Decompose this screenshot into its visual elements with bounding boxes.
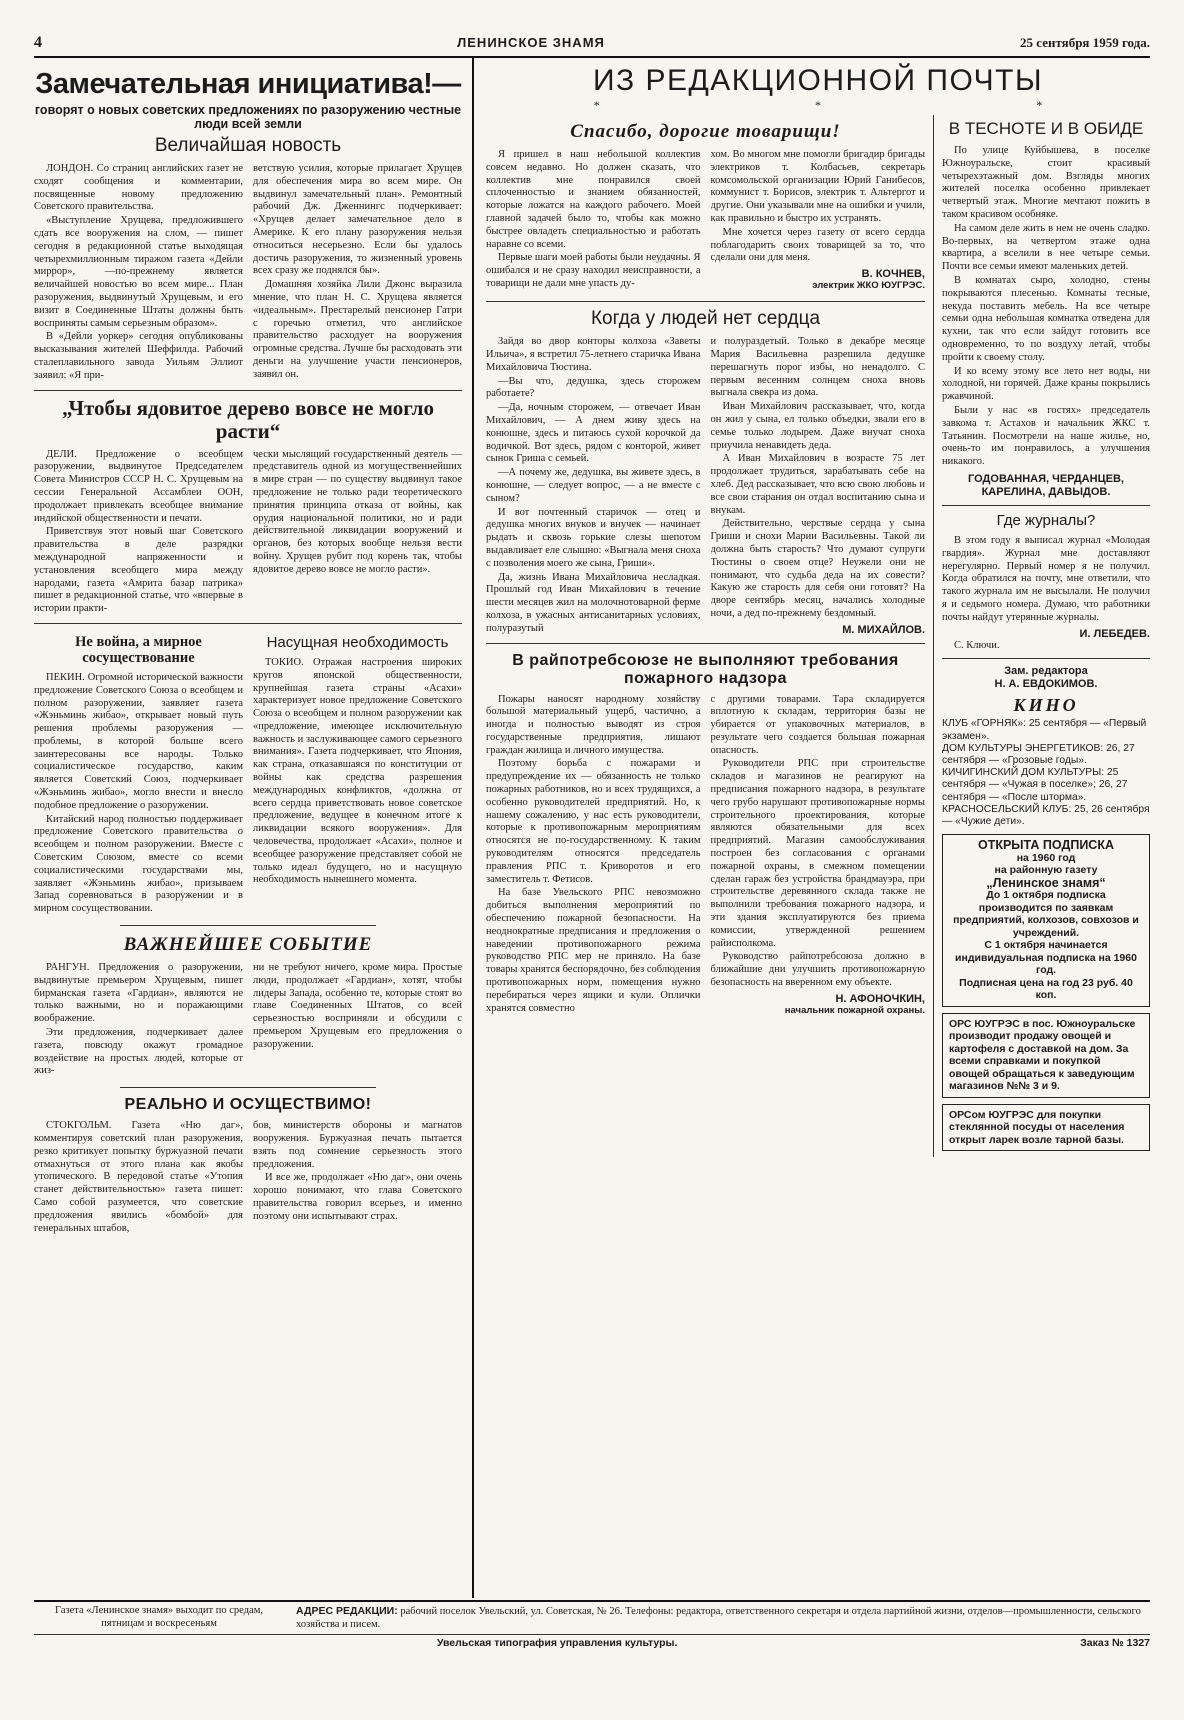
article-paragraph: ТОКИО. Отражая настроения широких кругов японской общественности, крупнейшая газета страны «Асахи» характеризует новое предложение Советского Союза о всеобщем и полном разоружении как «предложение, имеющее исключительную важность и заслуживающее самого серьезного внимания». Газета подчеркивает, что Япония, как страна, отказавшаяся по конституции от войны как средства разрешения международных конфликтов, «должна от всего сердца приветствовать новое советское предложение, ведущее в конечном итоге к ликвидации всякого вооружения». Для человечества, продолжает «Асахи», полное и всеобщее разоружение представляет собой не только идеал будущего, но и насущную необходимость нынешнего момента. xyxy=(253,656,462,886)
divider xyxy=(486,301,925,302)
article-paragraph: В «Дейли уоркер» сегодня опубликованы высказывания жителей Шеффилда. Рабочий сталеплавильного завода Уильям Эллиот заявил: «Я при- xyxy=(34,331,243,381)
divider xyxy=(942,658,1150,659)
article-title: РЕАЛЬНО И ОСУЩЕСТВИМО! xyxy=(124,1096,372,1114)
article-paragraph: Домашняя хозяйка Лили Джонс выразила мнение, что план Н. С. Хрущева является «идеальным». Престарелый пенсионер Гатри с горечью отметил, что английское правительство расходует на вооружения огромные средства. Лучше бы расходовать эти деньги на улучшение участи пенсионеров, заявил он. xyxy=(253,279,462,380)
letter-crowded xyxy=(942,119,1150,499)
publication-schedule: Газета «Ленинское знамя» выходит по средам, пятницам и воскресеньям xyxy=(55,1605,263,1629)
article-paragraph: хом. Во многом мне помогли бригадир бригады электриков т. Колбасьев, секретарь комсомольской организации Юрий Ганибесов, коммунист т. Борисов, электрик т. Альтергот и другие. Они указывали мне на ошибки и учили, как правильно и быстро их устранять. xyxy=(710,149,925,224)
subscription-line: Подписная цена на год 23 руб. 40 коп. xyxy=(959,976,1133,1002)
article-london xyxy=(34,135,462,384)
article-paragraph: и полураздетый. Только в декабре месяце Мария Васильевна разрешила дедушке перешагнуть порог избы, но ненадолго. С первым весенним солнцем сноха вновь выгнала свекра из дома. xyxy=(710,336,925,399)
divider xyxy=(120,1087,377,1088)
article-title: Не война, а мирное сосуществование xyxy=(75,633,202,666)
letter-journals xyxy=(942,512,1150,652)
letter-signature: Н. АФОНОЧКИН, xyxy=(835,992,925,1005)
article-paragraph: Пожары наносят народному хозяйству большой материальный ущерб, частично, а иногда и полностью выводят из строя государственные предприятия, лишают граждан жилища и личного имущества. xyxy=(486,693,701,756)
article-paragraph: ЛОНДОН. Со страниц английских газет не сходят сообщения и комментарии, посвященные новому предложению Советского правительства. xyxy=(34,163,243,213)
page-number: 4 xyxy=(34,34,42,51)
address-text: рабочий поселок Увельский, ул. Советская, № 26. Телефоны: редактора, ответственного секретаря и отдела партийной жизни, отделов—промышленности, сельского хозяйства и писем. xyxy=(296,1606,1141,1630)
subscription-line: „Ленинское знамя“ xyxy=(986,875,1106,890)
right-section xyxy=(474,58,1150,1598)
subscription-line: на районную газету xyxy=(994,864,1098,877)
article-paragraph: РАНГУН. Предложения о разоружении, выдвинутые премьером Хрущевым, пишет бирманская газета «Гардиан», являются не только важными, но и поражающими воображение. xyxy=(34,962,243,1025)
letter-signature: М. МИХАЙЛОВ. xyxy=(842,623,925,636)
right-columns xyxy=(486,115,1150,1157)
page-columns xyxy=(34,58,1150,1598)
article-paragraph: с другими товарами. Тара складируется вплотную к складам, территория базы не убирается от упаковочных материалов, в результате чего создается большая пожарная опасность. xyxy=(710,693,925,756)
letter-title: В ТЕСНОТЕ И В ОБИДЕ xyxy=(948,119,1144,138)
divider xyxy=(34,390,462,391)
divider xyxy=(120,925,377,926)
letter-title: Спасибо, дорогие товарищи! xyxy=(570,121,841,142)
ors-glassware-ad xyxy=(942,1104,1150,1152)
star-ornament: * xyxy=(814,98,821,112)
article-paragraph: —Да, ночным сторожем, — отвечает Иван Михайлович, — А днем живу здесь на конюшне, здесь и питаюсь сухой корочкой да водичкой. Вот здесь, рядом с конторой, живет сынок Гриша с семьей. xyxy=(486,402,701,465)
article-paragraph: Поэтому борьба с пожарами и предупреждение их — обязанность не только пожарных работников, но и всех трудящихся, а особенно руководителей предприятий. Но, к нашему сожалению, у нас есть руководители, которые к противопожарным мероприятиям относятся не по-государственному. К таким руководителям относятся председатель правления РПС т. Криворотов и его заместитель т. Фетисов. xyxy=(486,758,701,885)
main-headline: Замечательная инициатива!— xyxy=(35,68,461,100)
cinema-listings xyxy=(942,695,1150,828)
divider xyxy=(486,643,925,644)
article-paragraph: А Иван Михайлович в возрасте 75 лет продолжает трудиться, зарабатывать себе на хлеб. Дед рассказывает, что всю свою любовь и все свои старания он отдал воспитанию сына и внукам. xyxy=(710,453,925,516)
letter-signature-title: начальник пожарной охраны. xyxy=(784,1004,925,1016)
article-paragraph: чески мыслящий государственный деятель — представитель одной из могущественнейших в мире стран — по существу выдвинул такое предложение не только ради теоретического принятия принципа отказа от войны, как орудия национальной политики, но и ради действительной ликвидации вооружений и органов, без которых вообще нельзя вести войну. Хрущев рубит под корень так, чтобы ядовитое дерево вовсе не могло расти». xyxy=(253,448,462,575)
section-banner: ИЗ РЕДАКЦИОННОЙ ПОЧТЫ xyxy=(592,64,1044,97)
letter-signature: ГОДОВАННАЯ, ЧЕРДАНЦЕВ, КАРЕЛИНА, ДАВЫДОВ. xyxy=(968,472,1124,498)
cinema-line: КЛУБ «ГОРНЯК»: 25 сентября — «Первый экзамен». xyxy=(942,718,1147,742)
article-paragraph: СТОКГОЛЬМ. Газета «Ню даг», комментируя советский план разоружения, резко критикует попытку буржуазной печати отмахнуться от этого плана как якобы утопического. В передовой статье «Утопия станет действительностью» газета пишет: Само собой разумеется, что советские предложения явились «бомбой» для генеральных штабов, xyxy=(34,1120,243,1234)
cinema-title: КИНО xyxy=(1013,695,1079,716)
cinema-line: ДОМ КУЛЬТУРЫ ЭНЕРГЕТИКОВ: 26, 27 сентября — «Грозовые годы». xyxy=(942,742,1135,766)
article-paragraph: И вот почтенный старичок — отец и дедушка многих внуков и внучек — начинает рыдать и сквозь горькие слезы шепотом выдавливает еле слышно: «Выгнала меня сноха с позволения моего же сына, Гриши». xyxy=(486,506,701,569)
article-paragraph: В комнатах сыро, холодно, стены покрываются плесенью. Комнаты тесные, некуда поставить мебель. На все четыре семьи одна небольшая комнатка отведена для кухни, так что если зайдут готовить все одновременно, то по воздуху летай, чтобы пройти к своему столу. xyxy=(942,274,1150,363)
peking-tokyo-row xyxy=(34,630,462,917)
address-label: АДРЕС РЕДАКЦИИ: xyxy=(296,1605,398,1617)
letter-place: С. Ключи. xyxy=(954,639,1000,651)
article-title: „Чтобы ядовитое дерево вовсе не могло расти“ xyxy=(62,395,434,443)
article-paragraph: Эти предложения, подчеркивает далее газета, повсюду окажут громадное воздействие на простых людей, которые от жиз- xyxy=(34,1027,243,1077)
article-paragraph: Первые шаги моей работы были неудачны. Я ошибался и не сразу находил неисправности, а товарищи не дали мне упасть ду- xyxy=(486,252,701,289)
divider xyxy=(942,505,1150,506)
article-paragraph: Я пришел в наш небольшой коллектив совсем недавно. Но должен сказать, что коллектив мне понравился своей сплоченностью и знанием обязанностей, которые ложатся на каждого рабочего. Моей главной задачей было то, чтобы как можно быстрее овладеть специальностью и работать наравне со всеми. xyxy=(486,149,701,250)
article-paragraph: Зайдя во двор конторы колхоза «Заветы Ильича», я встретил 75-летнего старичка Ивана Михайловича Тюстина. xyxy=(486,336,701,373)
cinema-line: КИЧИГИНСКИЙ ДОМ КУЛЬТУРЫ: 25 сентября — «Чужая в поселке»; 26, 27 сентября — «После шторма». xyxy=(942,767,1128,803)
article-title: ВАЖНЕЙШЕЕ СОБЫТИЕ xyxy=(123,934,373,956)
article-delhi xyxy=(34,397,462,617)
letter-title: Где журналы? xyxy=(996,511,1096,529)
letter-title: В райпотребсоюзе не выполняют требования пожарного надзора xyxy=(512,651,899,687)
article-paragraph: бов, министерств обороны и магнатов вооружения. Буржуазная печать пытается взять под сомнение серьезность этого предложения. xyxy=(253,1120,462,1170)
side-column xyxy=(934,115,1150,1157)
ad-text: ОРСом ЮУГРЭС для покупки стеклянной посуды от населения открыт ларек возле тарной базы. xyxy=(949,1108,1125,1146)
article-peking xyxy=(34,630,243,917)
star-row xyxy=(486,98,1150,113)
star-ornament: * xyxy=(1036,98,1043,112)
article-paragraph: Руководители РПС при строительстве складов и магазинов не реагируют на предписания пожарного надзора, в результате чего грубо нарушают противопожарные нормы строительного проектирования, которые являются обязательными для всех предприятий. Магазин самообслуживания построен без согласования с органами пожарной охраны, в смежном помещении сделан гараж без устройства брандмауэра, при строительстве деревянного склада также не выполнили требования пожарного надзора, и эти здания эксплуатируются без приема комиссии, утвержденной решением райисполкома. xyxy=(710,758,925,949)
editor-name: Н. А. ЕВДОКИМОВ. xyxy=(994,678,1098,691)
article-paragraph: И ко всему этому все лето нет воды, ни холодной, ни горячей. Даже краны покрылись ржавчиной. xyxy=(942,365,1150,403)
editorial-address xyxy=(296,1605,1150,1631)
article-paragraph: Иван Михайлович рассказывает, что, когда он жил у сына, ел только объедки, звали его в семье только лодырем. Даже внучат сноха приучила ненавидеть деда. xyxy=(710,401,925,451)
letters-column xyxy=(486,115,934,1157)
article-paragraph: ПЕКИН. Огромной исторической важности предложение Советского Союза о всеобщем и полном разоружении, заявляет газета «Жэньминь жибао», открывает новый путь решения проблемы разоружения — проблемы, в которой больше всего заинтересованы все народы. Только социалистическое государство, каким является Советский Союз, подчеркивает «Жэньминь жибао», могло внести и внесло подобное предложение о разоружении. xyxy=(34,671,243,811)
subscription-line: С 1 октября начинается индивидуальная подписка на 1960 год. xyxy=(955,939,1137,977)
ad-text: ОРС ЮУГРЭС в пос. Южноуральске производит продажу овощей и картофеля с доставкой на дом. За всеми справками и покупкой овощей обращаться к заведующим магазинов №№ 3 и 9. xyxy=(949,1017,1136,1093)
article-title: Насущная необходимость xyxy=(266,633,449,651)
subscription-line: До 1 октября подписка производится по заявкам предприятий, колхозов, совхозов и учреждений. xyxy=(953,889,1139,939)
article-paragraph: Да, жизнь Ивана Михайловича несладкая. Прошлый год Иван Михайлович в течение шести месяцев жил на молочнотоварной ферме колхоза, в ужасных антисанитарных условиях, полуразутый xyxy=(486,571,701,634)
article-rangoon xyxy=(34,934,462,1079)
editor-credit xyxy=(942,665,1150,691)
masthead: ЛЕНИНСКОЕ ЗНАМЯ xyxy=(457,35,605,50)
letter-signature: И. ЛЕБЕДЕВ. xyxy=(1079,627,1150,640)
letter-thanks xyxy=(486,121,925,295)
article-paragraph: Китайский народ полностью поддерживает предложение Советского правительства о всеобщем и полном разоружении. Вместе с Советским Союзом, вместе со всеми социалистическими государствами мы, заявляет «Жэньминь жибао», призываем Запад соревноваться в разоружении и в мирном сосуществовании. xyxy=(34,813,243,915)
article-paragraph: —Вы что, дедушка, здесь сторожем работаете? xyxy=(486,375,701,400)
article-tokyo xyxy=(253,630,462,917)
article-paragraph: Приветствуя этот новый шаг Советского правительства в деле разрядки международной напряженности и установления всеобщего мира между народами, газета «Амрита базар патрика» пишет в редакционной статье, что «впервые в истории практи- xyxy=(34,526,243,615)
subscription-ad xyxy=(942,834,1150,1007)
article-paragraph: Были у нас «в гостях» председатель завкома т. Астахов и начальник ЖКС т. Татьянин. Посмотрели на наше жилье, но, очень-то им понравилось, а улучшения никакого. xyxy=(942,404,1150,468)
editor-label: Зам. редактора xyxy=(1004,665,1088,678)
article-paragraph: ни не требуют ничего, кроме мира. Простые люди, продолжает «Гардиан», хотят, чтобы лидеры Запада, особенно те, которые стоят во главе Соединенных Штатов, со всей серьезностью восприняли и обсудили с премьером Хрущевым его предложения о разоружении. xyxy=(253,962,462,1050)
letter-heartless xyxy=(486,308,925,636)
article-paragraph: На самом деле жить в нем не очень сладко. Во-первых, на четвертом этаже одна квартира, а вселили в нее четыре семьи. Почти все семьи имеют маленьких детей. xyxy=(942,222,1150,273)
letter-title: Когда у людей нет сердца xyxy=(590,308,821,330)
article-paragraph: Действительно, черствые сердца у сына Гриши и снохи Марии Васильевны. Такой ли должна быть старость? Что думают супруги Тюстины о своем отце? Неужели они не понимают, что судьба деда на их совести? Какую же старость для себя они готовят? На дворе сентябрь месяц, начались холодные ночи, а дед по-прежнему бездомный. xyxy=(710,518,925,619)
issue-date: 25 сентября 1959 года. xyxy=(1020,35,1150,50)
article-paragraph: На базе Увельского РПС невозможно добиться выполнения мероприятий по обеспечению пожарной безопасности. На неоднократные предписания и предложения о наведении противопожарного режима руководство РПС мер не приняло. На базе товары хранятся беспорядочно, без соблюдения противопожарных норм, помещения нужно перебираться через ящики и кули. Оплички хранятся совместно xyxy=(486,887,701,1014)
article-paragraph: По улице Куйбышева, в поселке Южноуральске, стоит красивый четырехэтажный дом. Взгляды многих жителей поселка особенно привлекает четвертый этаж. Многие мечтают пожить в таком красивом особняке. xyxy=(942,145,1150,220)
article-paragraph: Руководство райпотребсоюза должно в ближайшие дни улучшить противопожарную безопасность на вверенном ему объекте. xyxy=(710,951,925,989)
article-paragraph: ДЕЛИ. Предложение о всеобщем разоружении, выдвинутое Председателем Совета Министров СССР Н. С. Хрущевым на сессии Генеральной Ассамблеи ООН, продолжает привлекать всеобщее внимание индийской общественности и печати. xyxy=(34,448,243,524)
letter-signature-title: электрик ЖКО ЮУГРЭС. xyxy=(812,280,925,292)
article-paragraph: Мне хочется через газету от всего сердца поблагодарить своих товарищей за то, что сделали они для меня. xyxy=(710,226,925,264)
left-section xyxy=(34,58,474,1598)
page-header xyxy=(34,34,1150,58)
subscription-line: ОТКРЫТА ПОДПИСКА xyxy=(977,838,1114,853)
ors-vegetables-ad xyxy=(942,1013,1150,1098)
article-stockholm xyxy=(34,1096,462,1236)
star-ornament: * xyxy=(593,98,600,112)
order-number: Заказ № 1327 xyxy=(1080,1637,1150,1649)
article-paragraph: «Выступление Хрущева, предложившего сдать все вооружения на слом, — пишет сегодня в редакционной статье выходящая четырехмиллионным тиражом газета «Дейли миррор», —по-прежнему является величайшей новостью во всем мире... План разоружения, выдвинутый Хрущевым, и его визит в Соединенные Штаты должны быть восприняты самым серьезным образом». xyxy=(34,215,243,329)
article-paragraph: В этом году я выписал журнал «Молодая гвардия». Журнал мне доставляют нерегулярно. Первый номер я не получил. Когда обратился на почту, мне ответили, что такого журнала им не высылали. Не получил я и седьмого номера. Думаю, что работники почты найдут утерянные журналы. xyxy=(942,534,1150,623)
article-paragraph: —А почему же, дедушка, вы живете здесь, в конюшне, — следует вопрос, — а не вместе с сыном? xyxy=(486,467,701,504)
article-title: Величайшая новость xyxy=(154,135,342,156)
printer-credit: Увельская типография управления культуры. xyxy=(436,1637,678,1649)
subscription-line: на 1960 год xyxy=(1016,851,1076,864)
main-subheadline: говорят о новых советских предложениях по разоружению честные люди всей земли xyxy=(34,103,462,131)
article-paragraph: ветствую усилия, которые прилагает Хрущев для обеспечения мира во всем мире. Он выдвинул замечательный план». Ремонтный рабочий Дж. Дженнингс подчеркивает: «Хрущев делает замечательное дело в Америке. К его плану разоружения нельзя относиться несерьезно. Если бы удалось достичь разоружения, то жизненный уровень всех сразу же поднялся бы». xyxy=(253,163,462,277)
cinema-line: КРАСНОСЕЛЬСКИЙ КЛУБ: 25, 26 сентября — «Чужие дети». xyxy=(942,803,1150,827)
letter-fire-safety xyxy=(486,652,925,1020)
divider xyxy=(34,623,462,624)
letter-signature: В. КОЧНЕВ, xyxy=(861,268,925,281)
article-paragraph: И все же, продолжает «Ню даг», они очень хорошо понимают, что глава Советского правительства говорил всерьез, и именно поэтому они испытывают страх. xyxy=(253,1172,462,1222)
page-footer xyxy=(34,1600,1150,1650)
